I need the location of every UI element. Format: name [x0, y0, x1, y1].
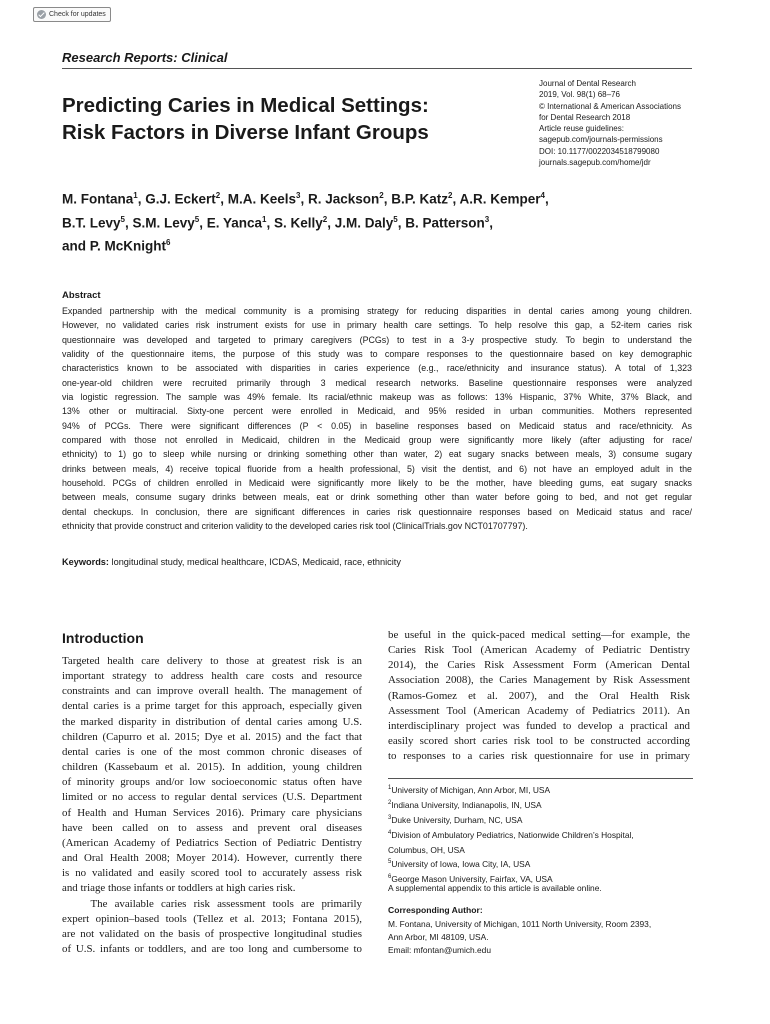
author-line: [62, 233, 702, 257]
abstract-line: characteristics known to be associated with disparities in caries experience (e.g., race/ethnicity and insurance status). A total of 1,323: [62, 363, 692, 374]
paragraph-line: important strategy to address health care costs and resource: [62, 670, 362, 683]
author-affiliation-number: 2: [215, 191, 221, 200]
author-affiliation-number: 2: [379, 191, 384, 200]
author-separator: ,: [137, 191, 146, 207]
affiliation-line: [388, 856, 693, 871]
abstract-line: dental checkups. In conclusion, there are significant differences in caries risk questionnaire responses based on Medicaid status and race/: [62, 506, 692, 517]
author-separator: ,: [327, 215, 335, 230]
abstract-line: questionnaire was developed and targeted to primary caregivers (PCGs) to test in a 3-y prospective study. To begin to understand the: [62, 334, 692, 345]
paragraph-line: be useful in the quick-paced medical setting—for example, the: [388, 629, 690, 641]
corresponding-author-heading: Corresponding Author:: [388, 905, 483, 915]
paragraph-line: children (Kassebaum et al. 2015). In addition, young children: [62, 761, 362, 774]
author-name: M.A. Keels: [227, 191, 297, 207]
abstract-line: 13% other or multiracial. Sixty-one percent were enrolled in Medicaid, and 95% resided in urban communities. Mothers represented: [62, 406, 692, 417]
author-separator: ,: [266, 215, 275, 230]
abstract-line: one-year-old children were recruited primarily through 3 medical research networks. Baseline questionnaire responses were analyzed: [62, 377, 692, 388]
paragraph-line: The available caries risk assessment tools are primarily: [62, 897, 362, 910]
title-line: Predicting Caries in Medical Settings:: [62, 94, 429, 117]
paragraph-line: and Oral Health 2008; Moyer 2014). However, currently there: [62, 852, 362, 865]
paragraph-line: children (Capurro et al. 2015; Dye et al. 2015) and the fact that: [62, 730, 362, 743]
author-name: S. Kelly: [274, 215, 323, 230]
author-affiliation-number: 5: [120, 214, 125, 224]
paragraph-line: of minority groups and/or low socioeconomic status often have: [62, 776, 362, 789]
abstract-line: validity of the questionnaire items, the purpose of this study was to compare responses to the questionnaire based on key demographic: [62, 349, 692, 360]
author-affiliation-number: 4: [540, 191, 545, 200]
keywords: [62, 557, 401, 567]
journal-homepage-link[interactable]: journals.sagepub.com/home/jdr: [539, 158, 651, 168]
journal-reuse: Article reuse guidelines:: [539, 124, 624, 134]
title-line: Risk Factors in Diverse Infant Groups: [62, 121, 429, 144]
author-affiliation-number: 6: [166, 238, 171, 247]
paragraph-line: of Health and Human Services 2016). Primary care physicians: [62, 806, 362, 819]
abstract-line: household. PCGs of children enrolled in Medicaid were significantly more likely to be the mother, have bleeding gums, eat sugary snacks: [62, 478, 692, 489]
author-affiliation-number: 1: [262, 214, 267, 224]
author-affiliation-number: 2: [322, 214, 328, 224]
paragraph-line: the marked disparity in distribution of dental caries among U.S.: [62, 715, 362, 728]
journal-name: Journal of Dental Research: [539, 79, 636, 88]
author-name: R. Jackson: [307, 191, 380, 207]
paragraph-line: (Ramos-Gomez et al. 2007), and the Oral Health Risk: [388, 689, 690, 702]
abstract-line: via logistic regression. The sample was 49% female. Its racial/ethnic makeup was as follows: 13% Hispanic, 37% White, 37% Black, and: [62, 392, 692, 403]
paragraph-line: Assessment Tool (American Academy of Pediatrics 2011). An: [388, 704, 690, 717]
affiliation-number: 2: [388, 799, 392, 806]
article-title: [62, 92, 512, 146]
paragraph-line: 2014), the Caries Risk Assessment Form (American Dental: [388, 659, 690, 672]
author-name: A.R. Kemper: [459, 191, 541, 207]
affiliation-number: 6: [388, 874, 392, 881]
affiliation-line: [388, 842, 693, 857]
author-separator: ,: [220, 191, 228, 207]
abstract-line: Expanded partnership with the medical community is a promising strategy for reducing disparities in dental caries among young children.: [62, 306, 692, 316]
affiliation-text: University of Iowa, Iowa City, IA, USA: [391, 859, 531, 870]
header-rule: [62, 68, 692, 69]
author-name: S.M. Levy: [132, 215, 195, 230]
intro-right-column: [388, 628, 690, 764]
journal-permissions-link[interactable]: sagepub.com/journals-permissions: [539, 135, 663, 145]
affiliation-text: Division of Ambulatory Pediatrics, Nationwide Children’s Hospital,: [391, 829, 634, 840]
keywords-text: longitudinal study, medical healthcare, ICDAS, Medicaid, race, ethnicity: [108, 557, 401, 567]
abstract-line: 94% of PCGs. There were significant differences (P < 0.05) in baseline responses based on Medicaid status and race/ethnicity. As: [62, 420, 692, 431]
author-affiliation-number: 5: [393, 214, 398, 224]
author-name: and P. McKnight: [62, 238, 167, 254]
author-affiliation-number: 5: [194, 214, 200, 224]
author-name: B. Patterson: [405, 215, 485, 230]
paragraph-line: are not validated on the basis of prospective longitudinal studies: [62, 927, 362, 940]
author-line: [62, 186, 702, 210]
paragraph-line: to responses to a caries risk questionnaire for use in primary: [388, 750, 690, 763]
abstract-line: compared with those not enrolled in Medicaid, children in the Medicaid group were significantly more likely (after adjusting for race/: [62, 435, 692, 446]
author-name: G.J. Eckert: [145, 191, 216, 207]
author-separator: ,: [544, 191, 549, 207]
affiliations: [388, 782, 693, 886]
author-affiliation-number: 3: [484, 214, 490, 224]
journal-copyright-cont: for Dental Research 2018: [539, 112, 631, 122]
affiliation-text: University of Michigan, Ann Arbor, MI, USA: [391, 784, 551, 795]
section-label: Research Reports: Clinical: [62, 50, 228, 65]
abstract-heading: Abstract: [62, 290, 101, 301]
paragraph-line: easily scored short caries risk tool to be constructed according: [388, 735, 690, 748]
abstract-line: ethnicity) to 1) go to sleep while nursing or drinking something other than water, 2) eat sugary snacks between meals, 3) consume sugary: [62, 449, 692, 460]
author-separator: ,: [383, 191, 392, 207]
paragraph-line: (American Academy of Pediatrics Section of Pediatric Dentistry: [62, 836, 362, 849]
affiliation-line: [388, 827, 693, 842]
paragraph-line: limited or no access to regular dental services (U.S. Department: [62, 791, 362, 804]
keywords-label: Keywords:: [62, 557, 109, 567]
paragraph-line: is no validated and easily scored tool to accurately assess risk: [62, 867, 362, 880]
author-separator: ,: [199, 215, 207, 230]
affiliation-number: 5: [388, 859, 392, 866]
affiliation-text: George Mason University, Fairfax, VA, USA: [391, 874, 553, 885]
author-affiliation-number: 2: [448, 191, 453, 200]
author-name: M. Fontana: [62, 191, 134, 207]
author-name: E. Yanca: [206, 215, 263, 230]
affiliation-number: 1: [388, 785, 392, 791]
introduction-heading: Introduction: [62, 630, 144, 646]
author-separator: ,: [300, 191, 308, 207]
paragraph-line: expert opinion–based tools (Tellez et al. 2013; Fontana 2015),: [62, 912, 362, 925]
paragraph-line: have been called on to assess and prevent oral diseases: [62, 821, 362, 834]
affiliation-text: Duke University, Durham, NC, USA: [391, 814, 523, 825]
author-line: [62, 210, 702, 234]
author-name: J.M. Daly: [334, 215, 394, 230]
author-separator: ,: [489, 215, 494, 230]
paragraph-line: interdisciplinary project was funded to develop a practical and: [388, 719, 690, 732]
paragraph-line: Association 2008), the Caries Management by Risk Assessment: [388, 674, 690, 687]
paragraph-line: constraints and can improve overall health. The management of: [62, 685, 362, 698]
author-separator: ,: [397, 215, 406, 230]
affiliation-number: 3: [388, 814, 392, 821]
abstract-body: [62, 304, 692, 534]
journal-info: [539, 78, 709, 168]
badge-label: Check for updates: [49, 11, 106, 18]
affiliation-text: Columbus, OH, USA: [388, 844, 465, 855]
intro-left-column: [62, 654, 362, 957]
affiliation-number: 4: [388, 829, 392, 836]
author-name: B.T. Levy: [62, 215, 121, 230]
paragraph-line: dental caries is a prime target for this approach, especially given: [62, 700, 362, 713]
supplemental-note: A supplemental appendix to this article is available online.: [388, 883, 602, 893]
journal-volume: 2019, Vol. 98(1) 68–76: [539, 90, 620, 100]
affiliation-line: [388, 812, 693, 827]
author-name: B.P. Katz: [391, 191, 449, 207]
author-separator: ,: [452, 191, 460, 207]
paragraph-line: and triage those infants or toddlers at high caries risk.: [62, 882, 296, 895]
author-affiliation-number: 1: [133, 191, 138, 200]
abstract-line: between meals, consume sugary drinks between meals, eat or drink something other than water before going to bed, and not get regular: [62, 492, 692, 503]
corresponding-line: M. Fontana, University of Michigan, 1011 North University, Room 2393,: [388, 919, 652, 929]
paragraph-line: of U.S. infants or toddlers, and are too long and cumbersome to: [62, 942, 362, 955]
affiliation-line: [388, 782, 693, 797]
corresponding-line: Email: mfontan@umich.edu: [388, 945, 491, 956]
author-list: [62, 186, 702, 257]
abstract-line: ethnicity that provide construct and criterion validity to the developed caries risk tool (ClinicalTrials.gov NCT01707797).: [62, 521, 528, 532]
paragraph-line: Caries Risk Tool (American Academy of Pediatric Dentistry: [388, 644, 690, 657]
corresponding-author: [388, 918, 693, 957]
abstract-line: drinks between meals, 4) receive topical fluoride from a health professional, 5) visit the dentist, and 6) not have an employed adult in the: [62, 463, 692, 474]
paragraph-line: dental caries is one of the most common chronic diseases of: [62, 745, 362, 758]
affiliation-line: [388, 797, 693, 812]
journal-doi[interactable]: DOI: 10.1177/0022034518799080: [539, 146, 660, 156]
footnote-rule: [388, 778, 693, 779]
author-affiliation-number: 3: [296, 191, 301, 200]
author-separator: ,: [124, 215, 133, 230]
affiliation-text: Indiana University, Indianapolis, IN, USA: [391, 799, 542, 810]
corresponding-line: Ann Arbor, MI 48109, USA.: [388, 932, 489, 943]
check-for-updates-badge[interactable]: [33, 7, 111, 22]
journal-copyright: © International & American Associations: [539, 101, 681, 111]
paragraph-line: Targeted health care delivery to those at greatest risk is an: [62, 655, 362, 667]
check-icon: [37, 10, 46, 19]
abstract-line: However, no validated caries risk instrument exists for use in primary health care settings. To help resolve this gap, a 52-item caries risk: [62, 320, 692, 331]
